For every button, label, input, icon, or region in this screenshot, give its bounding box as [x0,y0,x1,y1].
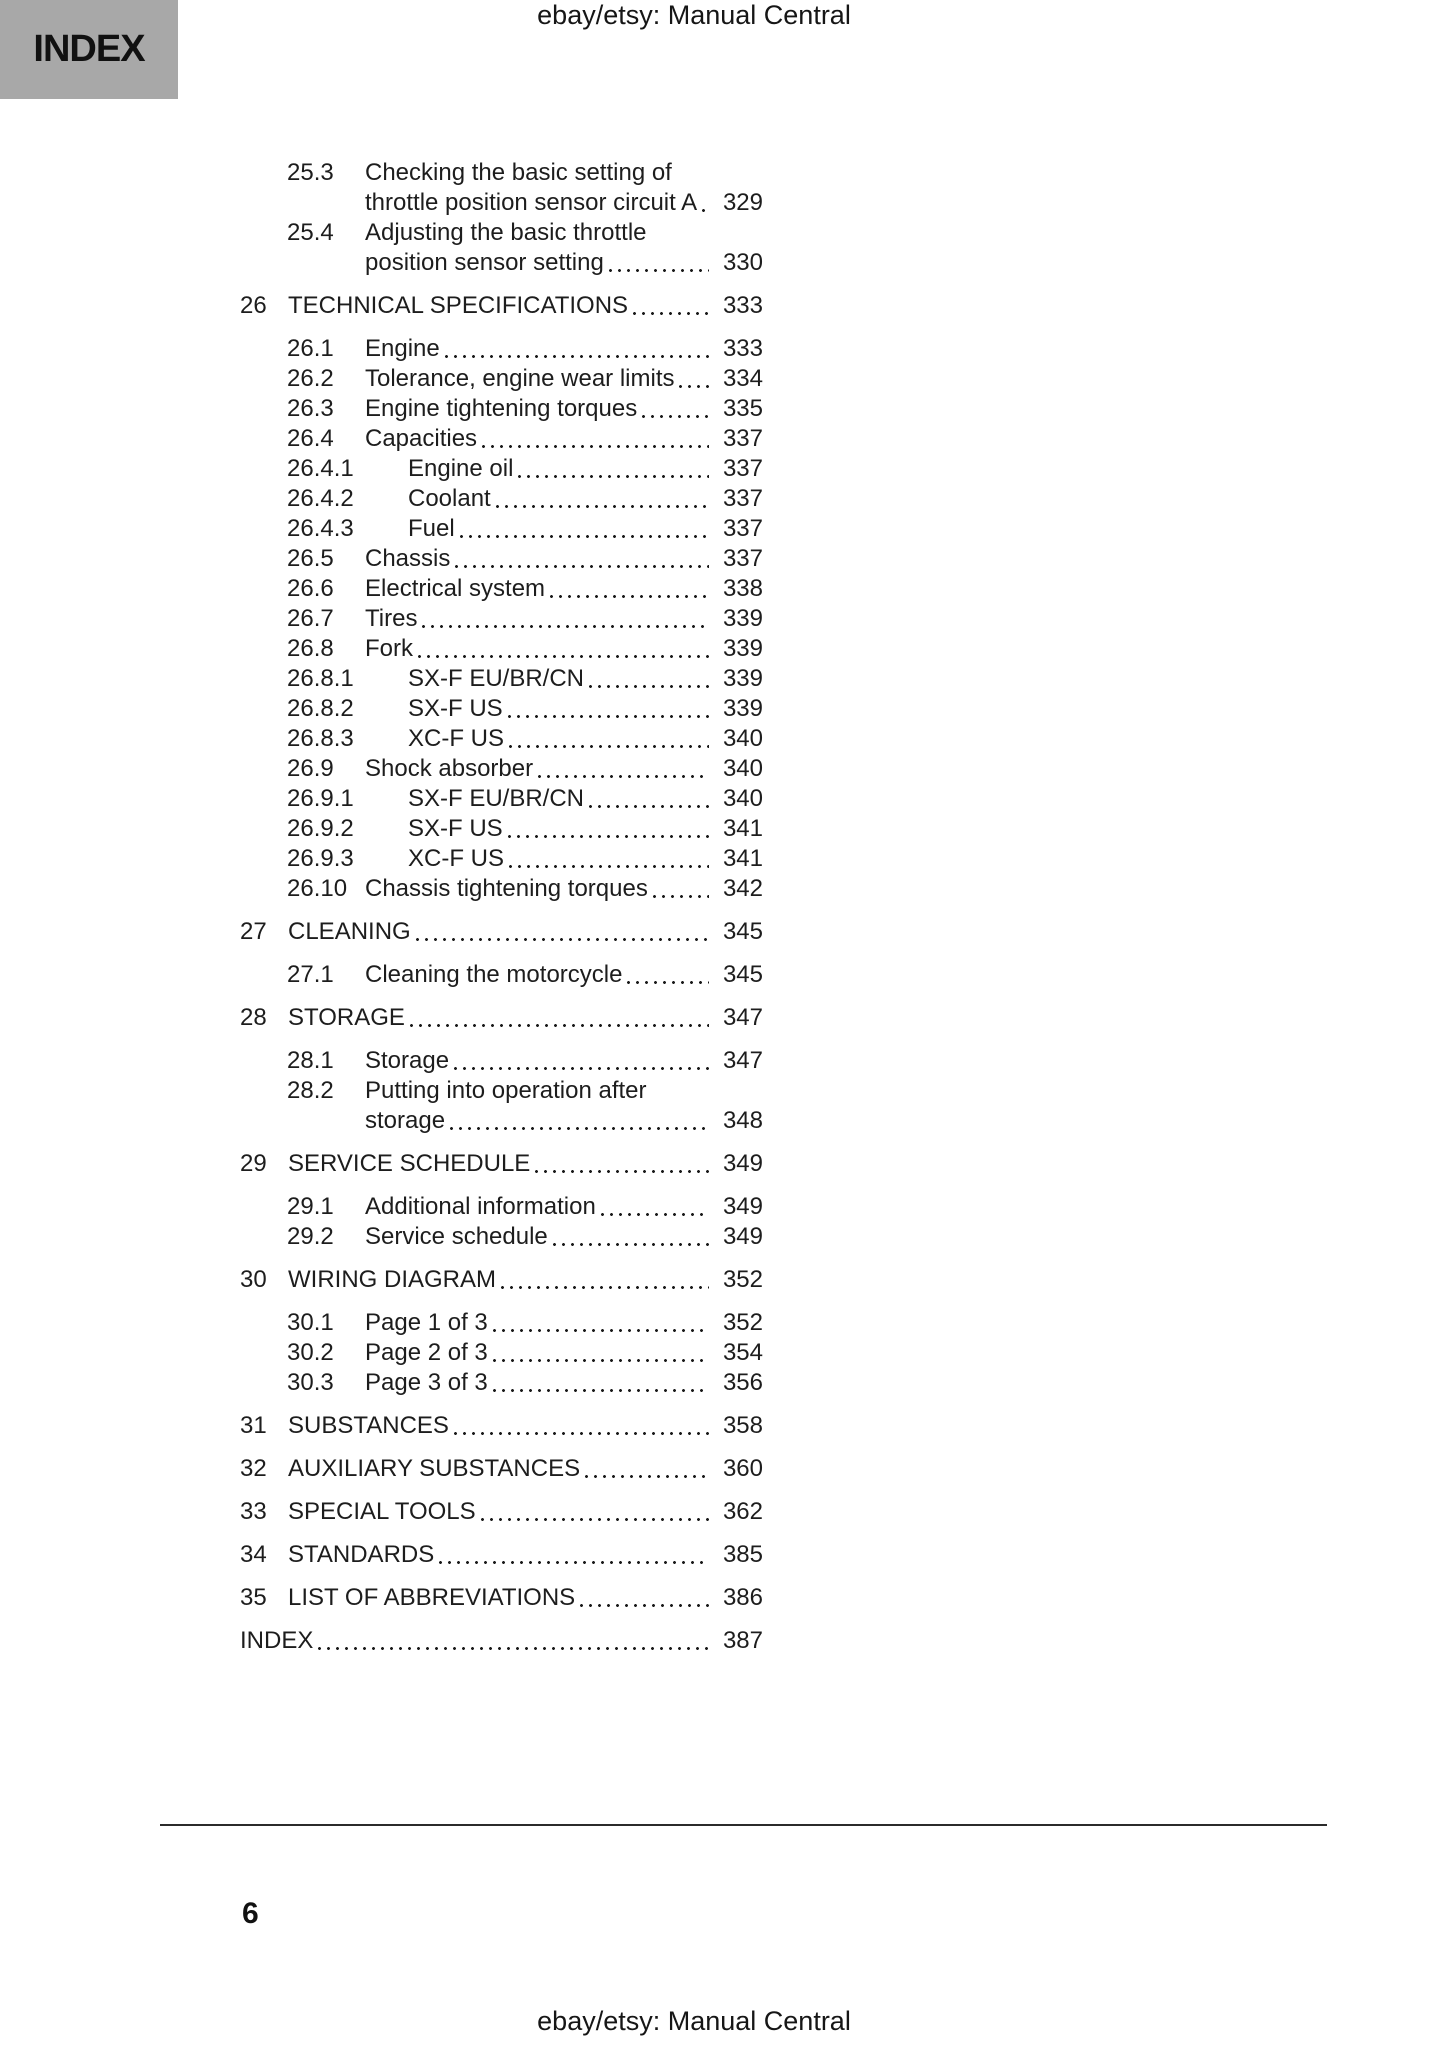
dot-leader [509,724,709,754]
dot-leader [454,1046,709,1076]
dot-leader [609,248,709,278]
toc-entry-title: Page 2 of 3 [365,1339,488,1366]
toc-entry-page: 337 [722,515,763,542]
index-tab-label: INDEX [33,28,145,70]
toc-entry-number: 28.1 [287,1047,334,1074]
toc-entry-number: 26.2 [287,365,334,392]
toc-entry [240,694,763,724]
toc-entry-title: SX-F US [408,815,503,842]
toc-entry-number [287,1106,365,1136]
dot-leader [481,1497,709,1527]
toc-entry-number: 35 [240,1584,267,1611]
toc-entry-title: Fork [365,635,413,662]
toc-entry [240,1308,763,1338]
toc-entry-number: 26.9 [287,755,334,782]
toc-entry-number [287,248,365,278]
toc-entry [240,1149,763,1179]
toc-entry [240,1540,763,1570]
toc-entry-number: 26.4.2 [287,485,354,512]
toc-entry-number: 28.2 [287,1077,334,1104]
running-header [0,0,1388,32]
dot-leader [455,544,709,574]
dot-leader [439,1540,709,1570]
dot-leader [585,1454,709,1484]
toc-entry [240,1497,763,1527]
dot-leader [416,917,709,947]
toc-entry-page: 340 [722,755,763,782]
dot-leader [653,874,709,904]
toc-entry-page: 339 [722,695,763,722]
dot-leader [410,1003,709,1033]
toc-entry [240,1626,763,1656]
toc-entry [240,844,763,874]
toc-entry-title: Cleaning the motorcycle [365,961,623,988]
toc-entry [240,484,763,514]
toc-entry-title: SX-F US [408,695,503,722]
toc-entry [240,291,763,321]
toc-entry [240,454,763,484]
toc-entry-page: 333 [722,292,763,319]
toc-entry-title: WIRING DIAGRAM [288,1266,496,1293]
toc-entry-number [287,188,365,218]
toc-entry-page: 360 [722,1455,763,1482]
toc-entry [240,1192,763,1222]
toc-entry-page: 386 [722,1584,763,1611]
toc-entry [240,1368,763,1398]
dot-leader [501,1265,709,1295]
toc-entry-number: 29.1 [287,1193,334,1220]
toc-entry-number: 26.10 [287,875,348,902]
toc-entry-number: 34 [240,1541,267,1568]
footer-rule [160,1824,1327,1826]
toc-entry-page: 341 [722,845,763,872]
footer-title: ebay/etsy: Manual Central [537,2006,851,2036]
toc-entry [240,1222,763,1252]
toc-entry-number: 26.5 [287,545,334,572]
toc-entry-title: INDEX [240,1627,314,1654]
toc-entry-page: 337 [722,485,763,512]
toc-entry-title: SX-F EU/BR/CN [408,785,585,812]
toc-entry-title: Engine tightening torques [365,395,638,422]
toc-entry-number: 30.2 [287,1339,334,1366]
toc-entry-page: 352 [722,1266,763,1293]
toc-entry-title: Shock absorber [365,755,534,782]
dot-leader [535,1149,709,1179]
toc-entry [240,514,763,544]
toc-entry [240,874,763,904]
dot-leader [538,754,709,784]
toc-entry-number: 26.9.2 [287,815,354,842]
toc-entry-page: 339 [722,635,763,662]
toc-entry [240,394,763,424]
toc-entry-page: 340 [722,725,763,752]
header-title: ebay/etsy: Manual Central [537,0,851,30]
toc-entry-title: Storage [365,1047,450,1074]
toc-entry-title: Tolerance, engine wear limits [365,365,675,392]
toc-entry-number: 28 [240,1004,267,1031]
toc-entry-number: 26.6 [287,575,334,602]
dot-leader [518,454,709,484]
toc-entry-title: AUXILIARY SUBSTANCES [288,1455,581,1482]
toc-entry-title: TECHNICAL SPECIFICATIONS [288,292,629,319]
toc-entry [240,960,763,990]
toc-entry-page: 330 [722,249,763,276]
toc-entry-title: storage [365,1107,446,1134]
toc-entry [240,634,763,664]
dot-leader [496,484,709,514]
toc-entry-page: 329 [722,189,763,216]
toc-entry-page: 337 [722,455,763,482]
toc-entry-page: 337 [722,425,763,452]
toc-entry [240,917,763,947]
toc-entry-title: CLEANING [288,918,411,945]
toc-entry-number: 31 [240,1412,267,1439]
dot-leader [580,1583,709,1613]
toc-entry-page: 385 [722,1541,763,1568]
toc-entry [240,1583,763,1613]
toc-entry [240,1338,763,1368]
toc-entry [240,1076,763,1136]
toc-entry-page: 352 [722,1309,763,1336]
toc-entry-title: XC-F US [408,725,504,752]
toc-entry-page: 348 [722,1107,763,1134]
toc-entry-title: Service schedule [365,1223,548,1250]
dot-leader [601,1192,709,1222]
toc-entry-number: 26.4.3 [287,515,354,542]
dot-leader [493,1368,709,1398]
toc-entry-title: Capacities [365,425,478,452]
toc-entry [240,364,763,394]
toc-entry-page: 347 [722,1047,763,1074]
toc-entry [240,1003,763,1033]
dot-leader [633,291,709,321]
toc-entry-title: SERVICE SCHEDULE [288,1150,531,1177]
toc-entry-number: 26.8 [287,635,334,662]
toc-entry [240,544,763,574]
toc-entry [240,784,763,814]
toc-entry-title: throttle position sensor circuit A [365,189,698,216]
toc-entry-title: position sensor setting [365,249,604,276]
dot-leader [508,694,709,724]
toc-entry-number: 29 [240,1150,267,1177]
toc-entry-number: 26.1 [287,335,334,362]
toc-entry-number: 32 [240,1455,267,1482]
page-number: 6 [242,1897,259,1930]
running-footer [0,2004,1388,2038]
toc-entry-number: 25.4 [287,219,334,246]
dot-leader [627,960,709,990]
toc-entry-title: Chassis [365,545,451,572]
toc-entry-number: 30 [240,1266,267,1293]
toc-entry-page: 339 [722,605,763,632]
toc-entry-title: XC-F US [408,845,504,872]
toc-entry-page: 387 [722,1627,763,1654]
dot-leader [493,1308,709,1338]
toc-entry-number: 26.4.1 [287,455,354,482]
toc-entry [240,724,763,754]
toc-entry-page: 347 [722,1004,763,1031]
toc-entry-title: Chassis tightening torques [365,875,648,902]
toc-entry-title: Page 1 of 3 [365,1309,488,1336]
toc-entry-number: 26.7 [287,605,334,632]
toc-entry-page: 337 [722,545,763,572]
toc-entry-page: 334 [722,365,763,392]
toc-entry-number: 30.1 [287,1309,334,1336]
toc-entry-title: STANDARDS [288,1541,435,1568]
dot-leader [422,604,709,634]
toc-entry [240,664,763,694]
toc-entry-number: 26.9.1 [287,785,354,812]
dot-leader [553,1222,709,1252]
toc-entry-title: Tires [365,605,418,632]
toc-entry-page: 362 [722,1498,763,1525]
toc-entry-page: 349 [722,1223,763,1250]
toc-entry-number: 26 [240,292,267,319]
index-chapter-tab [0,0,178,99]
toc-entry-page: 342 [722,875,763,902]
toc-list [240,158,763,1656]
toc-entry [240,424,763,454]
toc-entry [240,1046,763,1076]
toc-entry-title: Page 3 of 3 [365,1369,488,1396]
toc-entry-title: LIST OF ABBREVIATIONS [288,1584,576,1611]
toc-entry-page: 339 [722,665,763,692]
dot-leader [445,334,709,364]
toc-entry-title: Coolant [408,485,491,512]
toc-entry [240,334,763,364]
toc-entry-number: 26.8.3 [287,725,354,752]
toc-entry-page: 356 [722,1369,763,1396]
toc-entry-number: 26.4 [287,425,334,452]
toc-entry-number: 26.3 [287,395,334,422]
toc-entry-title: Engine [365,335,440,362]
dot-leader [418,634,709,664]
dot-leader [679,364,709,394]
dot-leader [589,784,709,814]
toc-entry-title: Fuel [408,515,455,542]
toc-entry-page: 349 [722,1193,763,1220]
toc-entry-page: 349 [722,1150,763,1177]
toc-entry-number: 26.9.3 [287,845,354,872]
dot-leader [508,814,709,844]
toc-entry [240,158,763,218]
dot-leader [318,1626,709,1656]
toc-entry-number: 29.2 [287,1223,334,1250]
toc-entry [240,1265,763,1295]
dot-leader [642,394,709,424]
toc-entry-page: 335 [722,395,763,422]
dot-leader [509,844,709,874]
toc-entry-title: SPECIAL TOOLS [288,1498,476,1525]
toc-entry-title: SX-F EU/BR/CN [408,665,585,692]
toc-entry-number: 27 [240,918,267,945]
dot-leader [493,1338,709,1368]
toc-entry-title: Engine oil [408,455,514,482]
toc-entry-page: 340 [722,785,763,812]
toc-entry-number: 26.8.1 [287,665,354,692]
dot-leader [460,514,709,544]
toc-entry-page: 358 [722,1412,763,1439]
toc-entry [240,218,763,278]
dot-leader [702,188,709,218]
toc-entry [240,1411,763,1441]
toc-entry [240,1454,763,1484]
dot-leader [450,1106,709,1136]
toc-entry-number: 30.3 [287,1369,334,1396]
toc-entry-title: SUBSTANCES [288,1412,449,1439]
dot-leader [550,574,709,604]
toc-entry-number: 33 [240,1498,267,1525]
toc-entry-title: Putting into operation after [365,1077,647,1104]
toc-entry-page: 341 [722,815,763,842]
toc-entry-title: Checking the basic setting of [365,159,672,186]
dot-leader [482,424,709,454]
toc-entry [240,814,763,844]
toc-entry-page: 345 [722,918,763,945]
toc-entry-page: 333 [722,335,763,362]
dot-leader [454,1411,709,1441]
toc-entry-title: Additional information [365,1193,596,1220]
dot-leader [589,664,709,694]
toc-entry-title: STORAGE [288,1004,405,1031]
toc-entry [240,604,763,634]
toc-entry-page: 338 [722,575,763,602]
toc-entry-page: 345 [722,961,763,988]
toc-entry-number: 27.1 [287,961,334,988]
toc-entry-number: 25.3 [287,159,334,186]
toc-entry-number: 26.8.2 [287,695,354,722]
toc-entry [240,754,763,784]
toc-entry-title: Adjusting the basic throttle [365,219,647,246]
toc-entry-page: 354 [722,1339,763,1366]
toc-entry-title: Electrical system [365,575,546,602]
toc-entry [240,574,763,604]
